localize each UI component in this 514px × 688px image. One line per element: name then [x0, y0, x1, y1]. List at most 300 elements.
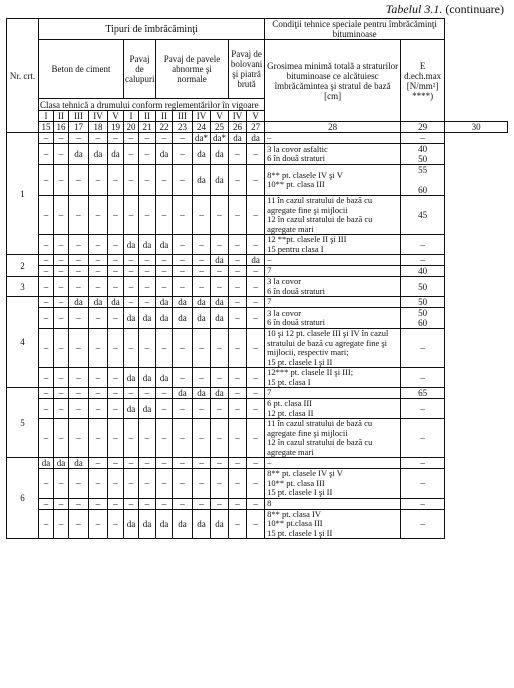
type-cell: – [69, 255, 89, 266]
condition-cell: 8** pt. clasele IV şi V 10** pt. clasa III 15 pt. clasele I şi II [265, 469, 401, 499]
class-cell: V [211, 111, 229, 122]
type-cell: – [247, 144, 265, 165]
type-cell: – [108, 498, 124, 509]
type-cell: – [156, 399, 173, 419]
type-cell: – [89, 509, 108, 539]
type-cell: – [193, 266, 211, 277]
column-number: 27 [247, 122, 265, 133]
header-bolovani: Pavaj de bolovani şi piatră brută [229, 40, 265, 99]
row-number: 1 [7, 133, 39, 255]
type-cell: da [211, 509, 229, 539]
table-row [7, 509, 508, 539]
type-cell: – [54, 368, 69, 388]
type-cell: – [54, 255, 69, 266]
table-row [7, 498, 508, 509]
type-cell: – [139, 196, 156, 235]
type-cell: da [69, 144, 89, 165]
type-cell: – [193, 368, 211, 388]
type-cell: da [69, 297, 89, 308]
type-cell: da [173, 308, 193, 329]
type-cell: – [89, 255, 108, 266]
type-cell: – [247, 297, 265, 308]
type-cell: – [124, 277, 139, 297]
type-cell: – [39, 469, 54, 499]
type-cell: – [89, 399, 108, 419]
type-cell: da [211, 255, 229, 266]
type-cell: – [54, 308, 69, 329]
type-cell: – [69, 266, 89, 277]
type-cell: – [173, 329, 193, 368]
type-cell: – [69, 329, 89, 368]
type-cell: – [89, 266, 108, 277]
type-cell: – [193, 255, 211, 266]
type-cell: – [69, 235, 89, 255]
column-number-row [7, 122, 508, 133]
condition-cell: 8** pt. clasa IV 10** pt.clasa III 15 pt. clasele I şi II [265, 509, 401, 539]
type-cell: – [124, 165, 139, 196]
type-cell: – [124, 255, 139, 266]
type-cell: – [229, 277, 247, 297]
type-cell: da [124, 235, 139, 255]
table-caption [386, 2, 504, 17]
type-cell: – [54, 388, 69, 399]
class-cell: II [54, 111, 69, 122]
type-cell: da [108, 144, 124, 165]
edeck-cell: 40 [401, 266, 445, 277]
type-cell: – [124, 297, 139, 308]
type-cell: – [89, 165, 108, 196]
type-cell: da [211, 144, 229, 165]
row-number: 2 [7, 255, 39, 277]
class-cell: V [247, 111, 265, 122]
type-cell: – [124, 196, 139, 235]
type-cell: – [139, 144, 156, 165]
type-cell: – [108, 388, 124, 399]
type-cell: da [89, 297, 108, 308]
type-cell: – [211, 329, 229, 368]
type-cell: – [108, 308, 124, 329]
type-cell: – [69, 165, 89, 196]
edeck-cell: 45 [401, 196, 445, 235]
column-number: 21 [139, 122, 156, 133]
type-cell: da [156, 144, 173, 165]
type-cell: – [124, 133, 139, 144]
type-cell: – [54, 266, 69, 277]
condition-cell: 11 în cazul stratului de bază cu agregate fine şi mijlocii 12 în cazul stratului de bază cu agregate mari [265, 419, 401, 458]
type-cell: da [156, 509, 173, 539]
edeck-cell: – [401, 255, 445, 266]
type-cell: – [247, 388, 265, 399]
type-cell: da [247, 255, 265, 266]
type-cell: – [156, 196, 173, 235]
type-cell: – [39, 419, 54, 458]
type-cell: – [39, 368, 54, 388]
type-cell: – [229, 419, 247, 458]
type-cell: da [156, 308, 173, 329]
type-cell: – [229, 297, 247, 308]
type-cell: – [54, 509, 69, 539]
type-cell: – [211, 399, 229, 419]
column-number: 25 [211, 122, 229, 133]
table-row [7, 235, 508, 255]
condition-cell: 7 [265, 388, 401, 399]
type-cell: – [229, 498, 247, 509]
type-cell: – [108, 458, 124, 469]
type-cell: – [89, 469, 108, 499]
type-cell: – [54, 399, 69, 419]
condition-cell: 6 pt. clasa III 12 pt. clasa II [265, 399, 401, 419]
type-cell: – [173, 144, 193, 165]
type-cell: – [69, 498, 89, 509]
condition-cell: 3 la covor 6 în două straturi [265, 277, 401, 297]
column-number: 18 [89, 122, 108, 133]
edeck-cell: – [401, 498, 445, 509]
type-cell: – [89, 329, 108, 368]
type-cell: – [247, 498, 265, 509]
type-cell: – [229, 509, 247, 539]
type-cell: da [139, 368, 156, 388]
table-row [7, 368, 508, 388]
type-cell: – [39, 297, 54, 308]
type-cell: – [193, 277, 211, 297]
type-cell: – [229, 329, 247, 368]
type-cell: – [39, 399, 54, 419]
type-cell: – [139, 388, 156, 399]
edeck-cell: – [401, 133, 445, 144]
type-cell: – [54, 329, 69, 368]
type-cell: – [108, 399, 124, 419]
type-cell: – [247, 235, 265, 255]
table-row [7, 308, 508, 329]
table-row [7, 196, 508, 235]
type-cell: – [124, 329, 139, 368]
class-cell: IV [229, 111, 247, 122]
type-cell: – [211, 196, 229, 235]
edeck-cell: – [401, 419, 445, 458]
type-cell: – [247, 308, 265, 329]
type-cell: – [108, 368, 124, 388]
type-cell: – [193, 469, 211, 499]
type-cell: – [156, 469, 173, 499]
type-cell: – [173, 469, 193, 499]
type-cell: – [156, 329, 173, 368]
type-cell: da* [193, 133, 211, 144]
row-number: 6 [7, 458, 39, 539]
type-cell: da [193, 308, 211, 329]
table-row [7, 266, 508, 277]
type-cell: – [173, 266, 193, 277]
type-cell: – [211, 235, 229, 255]
type-cell: da [54, 458, 69, 469]
table-row [7, 419, 508, 458]
type-cell: – [54, 498, 69, 509]
type-cell: – [229, 266, 247, 277]
type-cell: da [193, 165, 211, 196]
condition-cell: 7 [265, 266, 401, 277]
type-cell: – [39, 235, 54, 255]
type-cell: da [139, 509, 156, 539]
table-row [7, 144, 508, 165]
type-cell: – [229, 458, 247, 469]
type-cell: da [211, 388, 229, 399]
type-cell: – [108, 509, 124, 539]
condition-cell: 7 [265, 297, 401, 308]
type-cell: – [193, 235, 211, 255]
class-cell: I [39, 111, 54, 122]
header-clasa: Clasa tehnică a drumului conform reglementărilor în vigoare [39, 99, 265, 111]
type-cell: – [54, 133, 69, 144]
type-cell: – [173, 165, 193, 196]
column-number: 28 [265, 122, 401, 133]
class-cell: V [108, 111, 124, 122]
type-cell: – [247, 469, 265, 499]
type-cell: – [156, 165, 173, 196]
type-cell: – [39, 277, 54, 297]
type-cell: – [139, 266, 156, 277]
class-cell: II [139, 111, 156, 122]
type-cell: da [124, 509, 139, 539]
type-cell: – [229, 235, 247, 255]
type-cell: da* [211, 133, 229, 144]
type-cell: – [247, 165, 265, 196]
type-cell: – [54, 235, 69, 255]
type-cell: – [124, 144, 139, 165]
type-cell: – [69, 509, 89, 539]
type-cell: – [229, 144, 247, 165]
type-cell: da [108, 297, 124, 308]
type-cell: – [89, 458, 108, 469]
type-cell: – [108, 255, 124, 266]
type-cell: – [89, 388, 108, 399]
type-cell: – [247, 368, 265, 388]
type-cell: – [211, 368, 229, 388]
type-cell: – [39, 266, 54, 277]
class-cell: II [156, 111, 173, 122]
condition-cell: – [265, 458, 401, 469]
type-cell: – [124, 266, 139, 277]
type-cell: – [69, 277, 89, 297]
type-cell: – [156, 419, 173, 458]
class-cell: III [69, 111, 89, 122]
type-cell: – [139, 133, 156, 144]
edeck-cell: – [401, 368, 445, 388]
condition-cell: – [265, 255, 401, 266]
type-cell: – [108, 277, 124, 297]
type-cell: – [69, 133, 89, 144]
col-nr-crt: Nr. crt. [7, 19, 39, 133]
technical-table [6, 18, 508, 539]
type-cell: – [173, 498, 193, 509]
edeck-cell: 65 [401, 388, 445, 399]
type-cell: – [108, 196, 124, 235]
condition-cell: 8 [265, 498, 401, 509]
column-number: 24 [193, 122, 211, 133]
type-cell: da [229, 133, 247, 144]
edeck-cell: 50 60 [401, 308, 445, 329]
column-number: 19 [108, 122, 124, 133]
table-title: Tabelul 3.1. [385, 2, 443, 16]
type-cell: – [54, 144, 69, 165]
type-cell: – [69, 368, 89, 388]
type-cell: – [173, 419, 193, 458]
column-number: 22 [156, 122, 173, 133]
type-cell: – [173, 277, 193, 297]
type-cell: da [69, 458, 89, 469]
type-cell: – [173, 235, 193, 255]
type-cell: da [193, 388, 211, 399]
class-cell: III [173, 111, 193, 122]
type-cell: – [156, 388, 173, 399]
table-row [7, 165, 508, 196]
type-cell: – [173, 255, 193, 266]
type-cell: – [247, 196, 265, 235]
type-cell: da [173, 509, 193, 539]
type-cell: da [124, 308, 139, 329]
row-number: 4 [7, 297, 39, 388]
type-cell: da [39, 458, 54, 469]
column-number: 20 [124, 122, 139, 133]
table-body [7, 133, 508, 539]
header-conditii: Condiţii tehnice speciale pentru îmbrăcăminţi bituminoase [265, 19, 445, 40]
header-calupuri: Pavaj de calupuri [124, 40, 156, 99]
type-cell: – [247, 266, 265, 277]
column-number: 15 [39, 122, 54, 133]
type-cell: da [124, 368, 139, 388]
table-row [7, 133, 508, 144]
edeck-cell: 50 [401, 297, 445, 308]
type-cell: – [193, 329, 211, 368]
header-beton: Beton de ciment [39, 40, 124, 99]
type-cell: da [193, 509, 211, 539]
table-row [7, 469, 508, 499]
type-cell: – [211, 498, 229, 509]
edeck-cell: – [401, 469, 445, 499]
type-cell: – [124, 458, 139, 469]
type-cell: – [156, 133, 173, 144]
type-cell: – [54, 196, 69, 235]
type-cell: – [108, 266, 124, 277]
type-cell: – [89, 277, 108, 297]
edeck-cell: 50 [401, 277, 445, 297]
type-cell: da [173, 388, 193, 399]
type-cell: – [139, 419, 156, 458]
row-number: 5 [7, 388, 39, 458]
table-row [7, 399, 508, 419]
class-cell: IV [89, 111, 108, 122]
type-cell: – [39, 255, 54, 266]
type-cell: – [39, 133, 54, 144]
type-cell: – [89, 196, 108, 235]
type-cell: – [139, 277, 156, 297]
type-cell: da [156, 297, 173, 308]
header-pavele: Pavaj de pavele abnorme şi normale [156, 40, 229, 99]
type-cell: – [69, 469, 89, 499]
type-cell: – [89, 368, 108, 388]
edeck-cell: – [401, 458, 445, 469]
edeck-cell: 55 60 [401, 165, 445, 196]
type-cell: – [89, 419, 108, 458]
column-number: 30 [445, 122, 508, 133]
type-cell: da [156, 235, 173, 255]
type-cell: – [139, 165, 156, 196]
type-cell: – [156, 266, 173, 277]
type-cell: – [124, 469, 139, 499]
type-cell: – [247, 419, 265, 458]
type-cell: – [108, 329, 124, 368]
type-cell: – [193, 399, 211, 419]
class-cell: I [124, 111, 139, 122]
type-cell: – [39, 308, 54, 329]
type-cell: – [193, 196, 211, 235]
type-cell: – [229, 469, 247, 499]
row-number: 3 [7, 277, 39, 297]
header-grosimea: Grosimea minimă totală a straturilor bituminoase ce alcătuiesc îmbrăcămintea şi stratul de bază [cm] [265, 40, 401, 122]
type-cell: da [193, 144, 211, 165]
type-cell: – [193, 419, 211, 458]
condition-cell: 11 în cazul stratului de bază cu agregate fine şi mijlocii 12 în cazul stratului de bază cu agregate mari [265, 196, 401, 235]
type-cell: – [139, 297, 156, 308]
type-cell: – [247, 399, 265, 419]
type-cell: – [139, 255, 156, 266]
type-cell: – [211, 419, 229, 458]
class-cell: IV [193, 111, 211, 122]
type-cell: da [156, 368, 173, 388]
type-cell: – [54, 469, 69, 499]
type-cell: – [69, 196, 89, 235]
type-cell: – [39, 509, 54, 539]
type-cell: – [39, 329, 54, 368]
condition-cell: 8** pt. clasele IV şi V 10** pt. clasa III [265, 165, 401, 196]
table-row [7, 297, 508, 308]
edeck-cell: 40 50 [401, 144, 445, 165]
type-cell: – [173, 196, 193, 235]
type-cell: – [39, 388, 54, 399]
type-cell: – [156, 255, 173, 266]
type-cell: da [139, 235, 156, 255]
type-cell: da [193, 297, 211, 308]
type-cell: – [39, 165, 54, 196]
table-row [7, 458, 508, 469]
table-row [7, 329, 508, 368]
type-cell: – [139, 329, 156, 368]
column-number: 16 [54, 122, 69, 133]
type-cell: – [108, 133, 124, 144]
edeck-cell: – [401, 329, 445, 368]
table-continued: (continuare) [442, 2, 504, 16]
type-cell: – [173, 458, 193, 469]
type-cell: da [139, 399, 156, 419]
type-cell: – [69, 419, 89, 458]
column-number: 17 [69, 122, 89, 133]
type-cell: – [229, 165, 247, 196]
type-cell: – [108, 469, 124, 499]
type-cell: – [229, 308, 247, 329]
type-cell: da [124, 399, 139, 419]
type-cell: – [156, 498, 173, 509]
condition-cell: 3 la covor 6 în două straturi [265, 308, 401, 329]
type-cell: – [54, 165, 69, 196]
type-cell: – [156, 458, 173, 469]
type-cell: – [39, 144, 54, 165]
type-cell: – [211, 458, 229, 469]
condition-cell: 10 şi 12 pt. clasele III şi IV în cazul stratului de bază cu agregate fine şi mijlocii, respectiv mari; 15 pt. clasele I şi II [265, 329, 401, 368]
column-number: 23 [173, 122, 193, 133]
type-cell: – [124, 498, 139, 509]
type-cell: – [124, 388, 139, 399]
type-cell: – [69, 399, 89, 419]
column-number: 29 [401, 122, 445, 133]
type-cell: – [229, 368, 247, 388]
